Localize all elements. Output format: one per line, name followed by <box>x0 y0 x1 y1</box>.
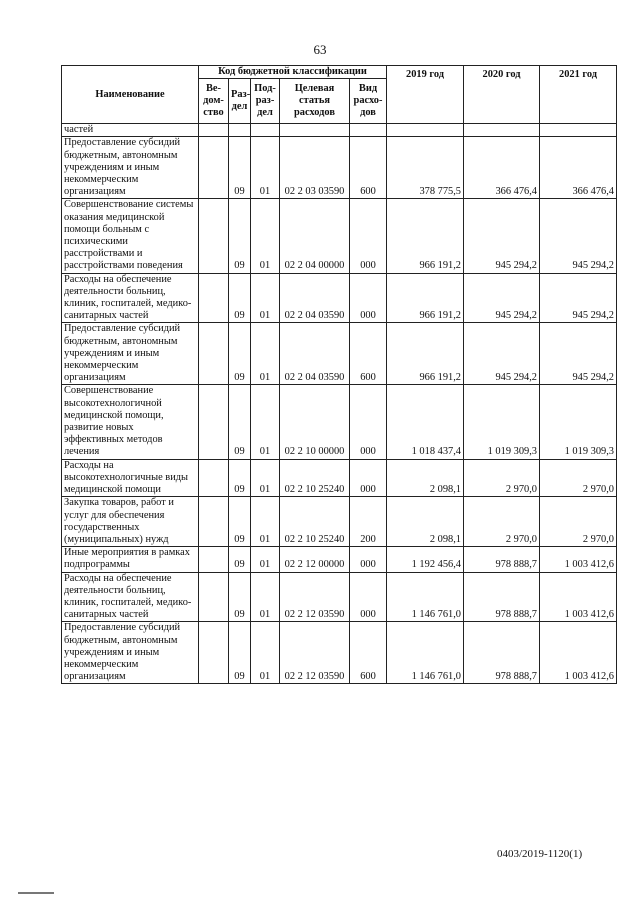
row-amount-2019: 966 191,2 <box>387 199 464 273</box>
row-razdel: 09 <box>229 385 251 459</box>
header-code-group: Код бюджетной классификации <box>199 66 387 79</box>
table-row <box>62 497 617 547</box>
row-razdel: 09 <box>229 137 251 199</box>
row-podrazdel: 01 <box>251 323 280 385</box>
header-year-2021: 2021 год <box>540 66 617 124</box>
scan-mark <box>18 892 54 894</box>
row-amount-2020: 978 888,7 <box>464 547 540 572</box>
row-amount-2019: 378 775,5 <box>387 137 464 199</box>
row-target-article: 02 2 03 03590 <box>280 137 350 199</box>
row-name: Предоставление субсидий бюджетным, автономным учреждениям и иным некоммерческим организациям <box>62 622 199 684</box>
row-podrazdel: 01 <box>251 572 280 622</box>
row-razdel: 09 <box>229 572 251 622</box>
row-vedomstvo <box>199 497 229 547</box>
row-razdel: 09 <box>229 323 251 385</box>
row-expense-type: 000 <box>350 273 387 323</box>
header-year-2020: 2020 год <box>464 66 540 124</box>
row-vedomstvo <box>199 385 229 459</box>
row-razdel: 09 <box>229 273 251 323</box>
row-amount-2020: 2 970,0 <box>464 497 540 547</box>
row-amount-2021: 945 294,2 <box>540 323 617 385</box>
row-razdel: 09 <box>229 622 251 684</box>
header-expense-type: Вид расхо-дов <box>350 79 387 124</box>
document-code: 0403/2019-1120(1) <box>497 848 583 860</box>
row-vedomstvo <box>199 199 229 273</box>
row-vedomstvo <box>199 622 229 684</box>
row-target-article: 02 2 10 25240 <box>280 497 350 547</box>
row-name: Совершенствование высокотехнологичной медицинской помощи, развитие новых эффективных методов лечения <box>62 385 199 459</box>
row-name: Расходы на обеспечение деятельности больниц, клиник, госпиталей, медико-санитарных частей <box>62 572 199 622</box>
continuation-text: частей <box>62 124 199 137</box>
row-amount-2020: 978 888,7 <box>464 622 540 684</box>
row-amount-2021: 2 970,0 <box>540 459 617 497</box>
row-name: Предоставление субсидий бюджетным, автономным учреждениям и иным некоммерческим организациям <box>62 323 199 385</box>
table-row <box>62 199 617 273</box>
row-target-article: 02 2 04 03590 <box>280 273 350 323</box>
row-name: Расходы на высокотехнологичные виды медицинской помощи <box>62 459 199 497</box>
row-target-article: 02 2 12 00000 <box>280 547 350 572</box>
row-expense-type: 600 <box>350 323 387 385</box>
row-name: Иные мероприятия в рамках подпрограммы <box>62 547 199 572</box>
row-target-article: 02 2 10 25240 <box>280 459 350 497</box>
row-amount-2021: 1 003 412,6 <box>540 547 617 572</box>
row-amount-2019: 966 191,2 <box>387 273 464 323</box>
row-podrazdel: 01 <box>251 137 280 199</box>
header-row-top <box>62 66 617 79</box>
row-amount-2020: 366 476,4 <box>464 137 540 199</box>
row-podrazdel: 01 <box>251 385 280 459</box>
row-razdel: 09 <box>229 497 251 547</box>
row-amount-2021: 945 294,2 <box>540 273 617 323</box>
table-row <box>62 323 617 385</box>
row-amount-2019: 1 146 761,0 <box>387 622 464 684</box>
row-podrazdel: 01 <box>251 199 280 273</box>
table-row <box>62 459 617 497</box>
row-amount-2021: 1 003 412,6 <box>540 622 617 684</box>
budget-table <box>61 65 617 684</box>
row-expense-type: 600 <box>350 622 387 684</box>
table-row <box>62 622 617 684</box>
row-vedomstvo <box>199 459 229 497</box>
row-target-article: 02 2 10 00000 <box>280 385 350 459</box>
row-target-article: 02 2 12 03590 <box>280 622 350 684</box>
header-podrazdel: Под-раз-дел <box>251 79 280 124</box>
page-number: 63 <box>313 42 327 57</box>
row-expense-type: 000 <box>350 385 387 459</box>
row-vedomstvo <box>199 572 229 622</box>
row-podrazdel: 01 <box>251 459 280 497</box>
row-amount-2019: 2 098,1 <box>387 459 464 497</box>
row-amount-2020: 945 294,2 <box>464 199 540 273</box>
row-razdel: 09 <box>229 199 251 273</box>
row-amount-2020: 1 019 309,3 <box>464 385 540 459</box>
row-amount-2020: 978 888,7 <box>464 572 540 622</box>
row-amount-2020: 945 294,2 <box>464 323 540 385</box>
row-amount-2019: 1 146 761,0 <box>387 572 464 622</box>
row-razdel: 09 <box>229 459 251 497</box>
row-amount-2021: 1 003 412,6 <box>540 572 617 622</box>
row-expense-type: 000 <box>350 547 387 572</box>
row-amount-2021: 1 019 309,3 <box>540 385 617 459</box>
table-row <box>62 137 617 199</box>
header-target-article: Целевая статья расходов <box>280 79 350 124</box>
row-name: Совершенствование системы оказания медицинской помощи больным с психическими расстройствами и расстройствами поведения <box>62 199 199 273</box>
row-vedomstvo <box>199 273 229 323</box>
row-name: Закупка товаров, работ и услуг для обеспечения государственных (муниципальных) нужд <box>62 497 199 547</box>
row-amount-2020: 2 970,0 <box>464 459 540 497</box>
row-expense-type: 000 <box>350 572 387 622</box>
row-podrazdel: 01 <box>251 547 280 572</box>
row-target-article: 02 2 04 00000 <box>280 199 350 273</box>
row-vedomstvo <box>199 547 229 572</box>
row-podrazdel: 01 <box>251 273 280 323</box>
row-expense-type: 000 <box>350 199 387 273</box>
row-expense-type: 600 <box>350 137 387 199</box>
header-year-2019: 2019 год <box>387 66 464 124</box>
continuation-row <box>62 124 617 137</box>
row-name: Расходы на обеспечение деятельности больниц, клиник, госпиталей, медико-санитарных частей <box>62 273 199 323</box>
table-row <box>62 572 617 622</box>
header-vedomstvo: Ве-дом-ство <box>199 79 229 124</box>
row-amount-2021: 2 970,0 <box>540 497 617 547</box>
row-amount-2021: 366 476,4 <box>540 137 617 199</box>
row-amount-2019: 966 191,2 <box>387 323 464 385</box>
row-name: Предоставление субсидий бюджетным, автономным учреждениям и иным некоммерческим организациям <box>62 137 199 199</box>
row-expense-type: 000 <box>350 459 387 497</box>
row-target-article: 02 2 04 03590 <box>280 323 350 385</box>
row-target-article: 02 2 12 03590 <box>280 572 350 622</box>
row-podrazdel: 01 <box>251 497 280 547</box>
row-podrazdel: 01 <box>251 622 280 684</box>
row-expense-type: 200 <box>350 497 387 547</box>
row-amount-2020: 945 294,2 <box>464 273 540 323</box>
header-razdel: Раз-дел <box>229 79 251 124</box>
table-row <box>62 273 617 323</box>
row-vedomstvo <box>199 323 229 385</box>
row-amount-2019: 1 192 456,4 <box>387 547 464 572</box>
table-row <box>62 385 617 459</box>
row-amount-2019: 2 098,1 <box>387 497 464 547</box>
row-amount-2021: 945 294,2 <box>540 199 617 273</box>
header-name: Наименование <box>62 66 199 124</box>
row-vedomstvo <box>199 137 229 199</box>
table-row <box>62 547 617 572</box>
row-amount-2019: 1 018 437,4 <box>387 385 464 459</box>
row-razdel: 09 <box>229 547 251 572</box>
